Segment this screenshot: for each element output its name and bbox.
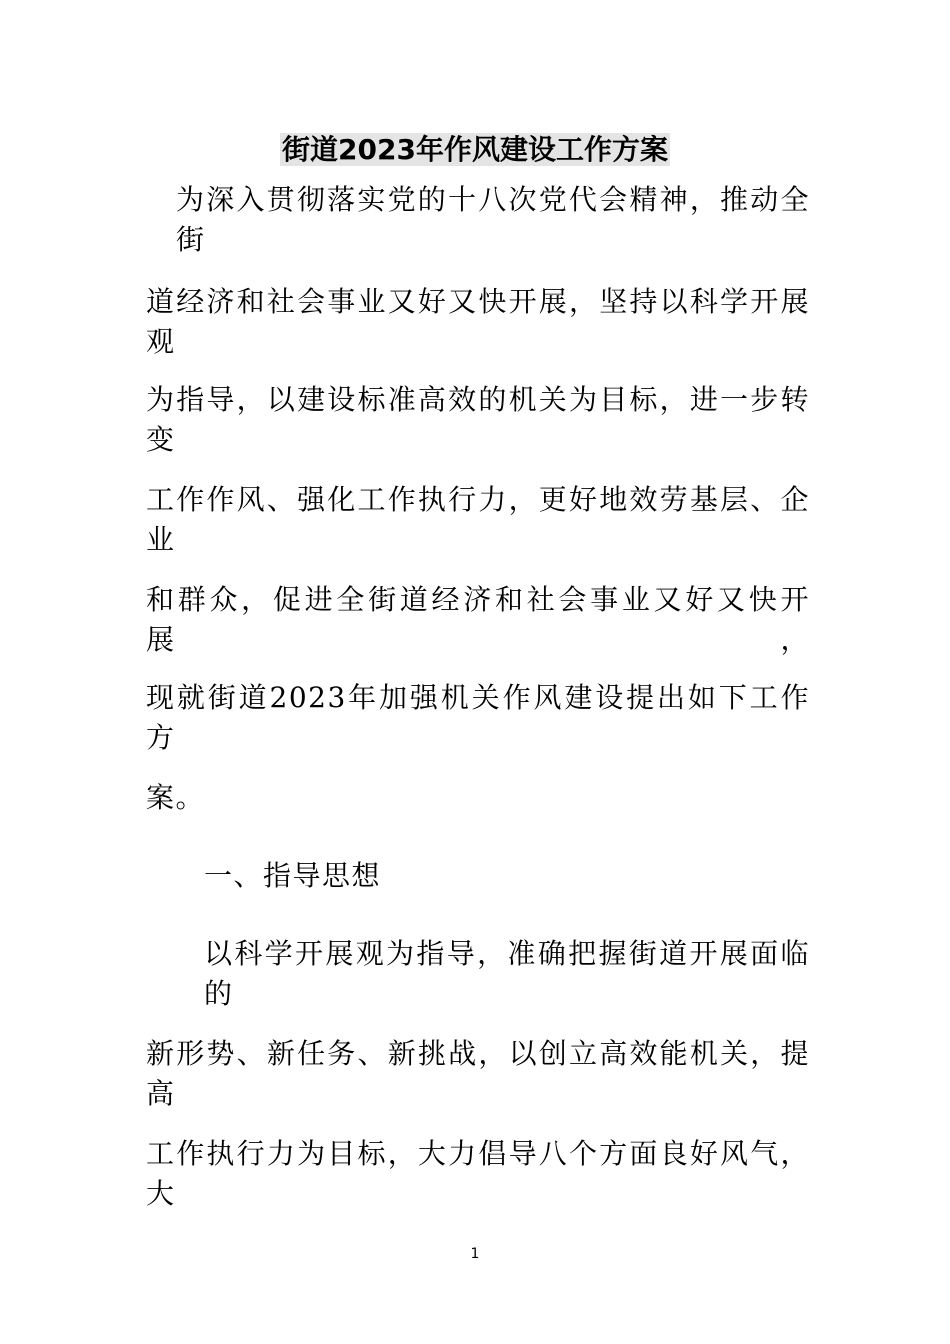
paragraph-line: 以科学开展观为指导，准确把握街道开展面临的 [204, 937, 810, 1010]
page-number: 1 [470, 1246, 480, 1262]
paragraph-line: 和群众，促进全街道经济和社会事业又好又快开展， [146, 583, 810, 656]
paragraph-line: 工作作风、强化工作执行力，更好地效劳基层、企业 [146, 483, 810, 556]
paragraph-line: 工作执行力为目标，大力倡导八个方面良好风气，大 [146, 1137, 810, 1210]
document-title-text: 街道2023年作风建设工作方案 [282, 133, 668, 166]
paragraph-line: 道经济和社会事业又好又快开展，坚持以科学开展观 [146, 285, 810, 358]
paragraph-line: 现就街道2023年加强机关作风建设提出如下工作方 [146, 681, 810, 754]
section-heading: 一、指导思想 [204, 859, 382, 892]
paragraph-line: 新形势、新任务、新挑战，以创立高效能机关，提高 [146, 1037, 810, 1110]
paragraph-line: 为深入贯彻落实党的十八次党代会精神，推动全街 [176, 183, 810, 256]
document-title [0, 128, 950, 172]
paragraph-line: 案。 [146, 781, 206, 814]
paragraph-line: 为指导，以建设标准高效的机关为目标，进一步转变 [146, 383, 810, 456]
